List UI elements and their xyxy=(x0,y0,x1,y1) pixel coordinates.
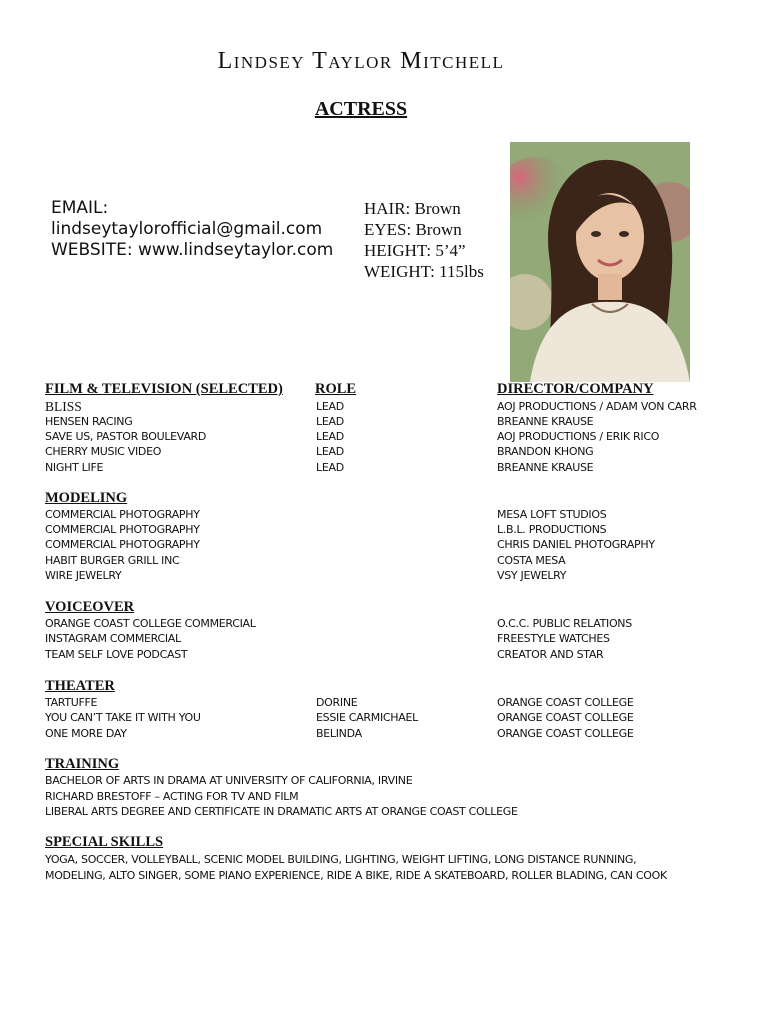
training-item: BACHELOR OF ARTS IN DRAMA AT UNIVERSITY OF CALIFORNIA, IRVINE xyxy=(45,774,413,787)
theater-role: ESSIE CARMICHAEL xyxy=(316,711,418,724)
modeling-company: MESA LOFT STUDIOS xyxy=(497,508,607,521)
role-column-heading: ROLE xyxy=(315,381,357,397)
voiceover-work: ORANGE COAST COLLEGE COMMERCIAL xyxy=(45,617,256,630)
voiceover-row xyxy=(0,647,768,662)
voiceover-work: TEAM SELF LOVE PODCAST xyxy=(45,648,188,661)
physical-stats xyxy=(364,198,484,282)
modeling-row xyxy=(0,507,768,522)
film-title: NIGHT LIFE xyxy=(45,461,104,474)
film-row xyxy=(0,460,768,475)
modeling-work: HABIT BURGER GRILL INC xyxy=(45,554,180,567)
headshot-photo xyxy=(510,142,690,382)
theater-play: ONE MORE DAY xyxy=(45,727,127,740)
skills-heading: SPECIAL SKILLS xyxy=(45,834,164,850)
voiceover-heading: VOICEOVER xyxy=(45,599,135,615)
film-director: BREANNE KRAUSE xyxy=(497,415,594,428)
weight-stat: WEIGHT: 115lbs xyxy=(364,262,484,281)
film-role: LEAD xyxy=(316,461,344,474)
modeling-row xyxy=(0,537,768,552)
voiceover-row xyxy=(0,631,768,646)
film-role: LEAD xyxy=(316,400,344,413)
theater-play: YOU CAN’T TAKE IT WITH YOU xyxy=(45,711,201,724)
eyes-stat: EYES: Brown xyxy=(364,220,462,239)
modeling-row xyxy=(0,553,768,568)
headshot-illustration xyxy=(510,142,690,382)
film-title: SAVE US, PASTOR BOULEVARD xyxy=(45,430,207,443)
theater-row xyxy=(0,710,768,725)
modeling-row xyxy=(0,522,768,537)
theater-heading: THEATER xyxy=(45,678,115,694)
modeling-row xyxy=(0,568,768,583)
contact-info xyxy=(51,198,333,261)
modeling-company: CHRIS DANIEL PHOTOGRAPHY xyxy=(497,538,655,551)
theater-row xyxy=(0,726,768,741)
training-item: LIBERAL ARTS DEGREE AND CERTIFICATE IN DRAMATIC ARTS AT ORANGE COAST COLLEGE xyxy=(45,805,518,818)
film-row xyxy=(0,429,768,444)
voiceover-company: CREATOR AND STAR xyxy=(497,648,604,661)
voiceover-work: INSTAGRAM COMMERCIAL xyxy=(45,632,181,645)
film-role: LEAD xyxy=(316,430,344,443)
film-director: BREANNE KRAUSE xyxy=(497,461,594,474)
film-title: CHERRY MUSIC VIDEO xyxy=(45,445,162,458)
film-director: AOJ PRODUCTIONS / ADAM VON CARR xyxy=(497,400,697,413)
training-list xyxy=(45,773,685,820)
height-stat: HEIGHT: 5’4” xyxy=(364,241,466,260)
film-role: LEAD xyxy=(316,445,344,458)
film-title: BLISS xyxy=(45,399,82,414)
theater-company: ORANGE COAST COLLEGE xyxy=(497,711,634,724)
film-role: LEAD xyxy=(316,415,344,428)
modeling-work: COMMERCIAL PHOTOGRAPHY xyxy=(45,508,200,521)
training-item: RICHARD BRESTOFF – ACTING FOR TV AND FILM xyxy=(45,789,299,803)
theater-company: ORANGE COAST COLLEGE xyxy=(497,727,634,740)
website[interactable]: WEBSITE: www.lindseytaylor.com xyxy=(51,240,334,260)
film-heading: FILM & TELEVISION (SELECTED) xyxy=(45,381,283,397)
modeling-company: VSY JEWELRY xyxy=(497,569,567,582)
theater-row xyxy=(0,695,768,710)
modeling-company: L.B.L. PRODUCTIONS xyxy=(497,523,607,536)
theater-role: BELINDA xyxy=(316,727,362,740)
modeling-heading: MODELING xyxy=(45,490,128,506)
modeling-work: WIRE JEWELRY xyxy=(45,569,122,582)
email-address[interactable]: lindseytaylorofficial@gmail.com xyxy=(51,219,323,239)
actor-name: Lindsey Taylor Mitchell xyxy=(217,48,505,74)
voiceover-company: FREESTYLE WATCHES xyxy=(497,632,610,645)
theater-company: ORANGE COAST COLLEGE xyxy=(497,696,634,709)
theater-role: DORINE xyxy=(316,696,358,709)
film-row xyxy=(0,444,768,459)
film-row xyxy=(0,414,768,429)
modeling-work: COMMERCIAL PHOTOGRAPHY xyxy=(45,538,200,551)
hair-stat: HAIR: Brown xyxy=(364,199,461,218)
skills-text: YOGA, SOCCER, VOLLEYBALL, SCENIC MODEL BUILDING, LIGHTING, WEIGHT LIFTING, LONG DISTANCE RUNNING, MODELING, ALTO SINGER, SOME PIANO EXPERIENCE, RIDE A BIKE, RIDE A SKATEBOARD, ROLLER BLADING, CAN COOK xyxy=(45,853,667,882)
director-column-heading: DIRECTOR/COMPANY xyxy=(497,381,654,397)
email-label: EMAIL: xyxy=(51,198,109,218)
film-title: HENSEN RACING xyxy=(45,415,133,428)
voiceover-company: O.C.C. PUBLIC RELATIONS xyxy=(497,617,632,630)
modeling-company: COSTA MESA xyxy=(497,554,566,567)
film-director: AOJ PRODUCTIONS / ERIK RICO xyxy=(497,430,660,443)
film-director: BRANDON KHONG xyxy=(497,445,594,458)
training-heading: TRAINING xyxy=(45,756,120,772)
voiceover-row xyxy=(0,616,768,631)
theater-play: TARTUFFE xyxy=(45,696,98,709)
modeling-work: COMMERCIAL PHOTOGRAPHY xyxy=(45,523,200,536)
film-row xyxy=(0,399,768,414)
profession-title: ACTRESS xyxy=(314,98,408,120)
